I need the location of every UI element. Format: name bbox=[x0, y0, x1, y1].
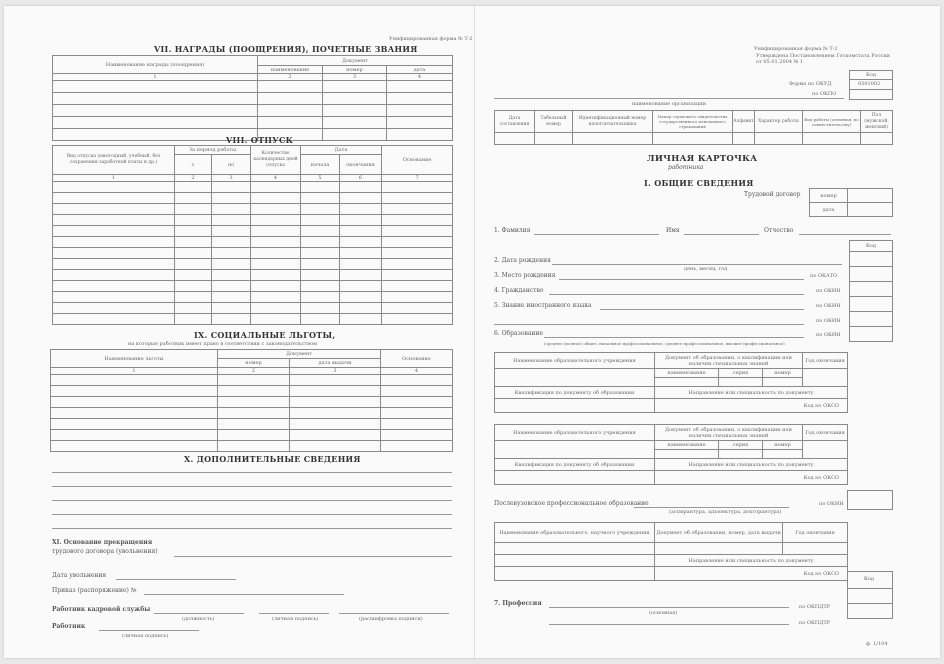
section-general-title: I. ОБЩИЕ СВЕДЕНИЯ bbox=[644, 178, 754, 188]
awards-table: Наименование награды (поощрения) Документ наименование номер дата 1 2 3 4 bbox=[52, 55, 453, 141]
hr-name-caption: (расшифровка подписи) bbox=[359, 616, 423, 622]
code-box bbox=[847, 490, 893, 510]
benefits-subtitle: на которые работник имеет право в соответствии с законодательством bbox=[128, 341, 318, 347]
surname-label: 1. Фамилия bbox=[494, 227, 531, 234]
hr-position-caption: (должность) bbox=[182, 616, 215, 622]
education-table-2: Наименование образовательного учреждения Документ об образовании, о квалификации или наличии специальных знаний Год окончания наименование серия номер Квалификация по документу об образовании Направление или специальность по документу Код по ОКСО bbox=[494, 424, 848, 485]
fold-line bbox=[474, 6, 475, 658]
code-box bbox=[849, 281, 893, 297]
education-line bbox=[544, 337, 804, 338]
benefits-title: IX. СОЦИАЛЬНЫЕ ЛЬГОТЫ, bbox=[194, 330, 336, 340]
code-box bbox=[847, 603, 893, 619]
employee-signature-line bbox=[99, 630, 199, 631]
education-table-1: Наименование образовательного учреждения Документ об образовании, о квалификации или наличии специальных знаний Год окончания наименование серия номер Квалификация по документу об образовании Направление или специальность по документу Код по ОКСО bbox=[494, 352, 848, 413]
profession-label: 7. Профессия bbox=[494, 600, 542, 607]
birthdate-line bbox=[552, 264, 842, 265]
code-header-box: Код bbox=[847, 571, 893, 589]
okpo-label: по ОКПО bbox=[812, 91, 837, 97]
footer-code: ф. 1/104 bbox=[866, 641, 888, 647]
awards-title: VII. НАГРАДЫ (ПООЩРЕНИЯ), ПОЧЕТНЫЕ ЗВАНИЯ bbox=[154, 44, 418, 54]
dismissal-reason-line bbox=[174, 556, 452, 557]
patronymic-label: Отчество bbox=[764, 227, 794, 234]
okud-label: Форма по ОКУД bbox=[789, 81, 832, 87]
okud-code-box: 0301002 bbox=[849, 79, 893, 90]
benefits-table: Наименование льготы Документ Основание номер дата выдачи 1 2 3 4 bbox=[50, 349, 453, 452]
birthplace-line bbox=[559, 279, 804, 280]
hr-worker-label: Работник кадровой службы bbox=[52, 606, 151, 613]
profession-line-2 bbox=[549, 624, 789, 625]
postgrad-caption: (аспирантура, адъюнктура, докторантура) bbox=[669, 509, 782, 515]
surname-line bbox=[534, 234, 659, 235]
citizenship-line bbox=[549, 294, 804, 295]
birthdate-label: 2. Дата рождения bbox=[494, 257, 551, 264]
extra-line bbox=[52, 528, 452, 529]
org-caption: наименование организации bbox=[632, 101, 706, 107]
personnel-header-table: Дата составления Табельный номер Идентификационный номер налогоплательщика Номер страхового свидетельства государственного пенсионного страхования Алфавит Характер работы Вид работы (основная, по совместительству) Пол (мужской, женский) bbox=[494, 110, 893, 145]
hr-signature-line bbox=[259, 613, 329, 614]
code-box bbox=[849, 266, 893, 282]
card-title: ЛИЧНАЯ КАРТОЧКА bbox=[647, 154, 758, 164]
dismissal-order-label: Приказ (распоряжение) № bbox=[52, 587, 137, 594]
okpo-code-box bbox=[849, 89, 893, 100]
dismissal-title: XI. Основание прекращения bbox=[52, 539, 153, 546]
code-box bbox=[849, 326, 893, 342]
citizenship-okin: по ОКИН bbox=[816, 288, 841, 294]
postgrad-label: Послевузовское профессиональное образование bbox=[494, 500, 649, 507]
patronymic-line bbox=[799, 234, 891, 235]
code-box bbox=[849, 311, 893, 327]
right-form-ref: Унифицированная форма № Т-2 bbox=[754, 46, 838, 52]
profession-caption: (основная) bbox=[649, 610, 678, 616]
education-label: 6. Образование bbox=[494, 330, 543, 337]
contract-table: номер дата bbox=[809, 188, 893, 217]
education-caption: (среднее (полное) общее, начальное профессиональное, среднее профессиональное, высшее профессиональное) bbox=[544, 341, 785, 346]
org-name-line bbox=[494, 98, 844, 99]
dismissal-date-label: Дата увольнения bbox=[52, 572, 107, 579]
employee-label: Работник bbox=[52, 623, 86, 630]
contract-label: Трудовой договор bbox=[744, 191, 801, 198]
education-okin: по ОКИН bbox=[816, 332, 841, 338]
birthplace-okato: по ОКАТО bbox=[810, 273, 838, 279]
language-okin-2: по ОКИН bbox=[816, 318, 841, 324]
dismissal-order-line bbox=[144, 594, 344, 595]
dismissal-date-line bbox=[116, 579, 236, 580]
card-subtitle: работника bbox=[668, 164, 704, 171]
language-label: 5. Знание иностранного языка bbox=[494, 302, 592, 309]
code-box bbox=[849, 296, 893, 312]
language-line bbox=[600, 309, 804, 310]
extra-line bbox=[52, 514, 452, 515]
document-sheet bbox=[4, 6, 940, 658]
postgrad-okin: по ОКИН bbox=[819, 501, 844, 507]
dismissal-subtitle: трудового договора (увольнения) bbox=[52, 548, 158, 555]
code-box bbox=[847, 588, 893, 604]
extra-line bbox=[52, 500, 452, 501]
hr-name-line bbox=[339, 613, 449, 614]
approval-text: Утверждена Постановлением Госкомстата России от 05.01.2004 № 1 bbox=[756, 53, 890, 65]
name-line bbox=[684, 234, 759, 235]
codes-header-box: Код bbox=[849, 240, 893, 252]
hr-signature-caption: (личная подпись) bbox=[272, 616, 319, 622]
hr-position-line bbox=[154, 613, 244, 614]
extra-line bbox=[52, 486, 452, 487]
birthplace-label: 3. Место рождения bbox=[494, 272, 556, 279]
name-label: Имя bbox=[666, 227, 680, 234]
extra-title: X. ДОПОЛНИТЕЛЬНЫЕ СВЕДЕНИЯ bbox=[184, 454, 361, 464]
vacation-title: VIII. ОТПУСК bbox=[226, 135, 294, 145]
left-form-ref: Унифицированная форма № Т-2 bbox=[389, 36, 473, 42]
language-line-2 bbox=[494, 324, 804, 325]
postgrad-line bbox=[634, 507, 789, 508]
birthdate-caption: день, месяц, год bbox=[684, 266, 728, 272]
profession-okpdtr-2: по ОКПДТР bbox=[799, 620, 831, 626]
citizenship-label: 4. Гражданство bbox=[494, 287, 544, 294]
extra-line bbox=[52, 472, 452, 473]
employee-signature-caption: (личная подпись) bbox=[122, 633, 169, 639]
postgrad-table: Наименование образовательного, научного учреждения Документ об образовании, номер, дата выдачи Год окончания Направление или специальность по документу Код по ОКСО bbox=[494, 522, 848, 581]
language-okin: по ОКИН bbox=[816, 303, 841, 309]
code-header-box: Код bbox=[849, 70, 893, 80]
vacation-table: Вид отпуска (ежегодный, учебный, без сохранения заработной платы и др.) За период работы Количество календарных дней отпуска Дата Основание с по начала окончания 1 2 3 4 5 6 7 bbox=[52, 145, 453, 325]
code-box bbox=[849, 251, 893, 267]
profession-okpdtr: по ОКПДТР bbox=[799, 604, 831, 610]
profession-line bbox=[549, 607, 789, 608]
